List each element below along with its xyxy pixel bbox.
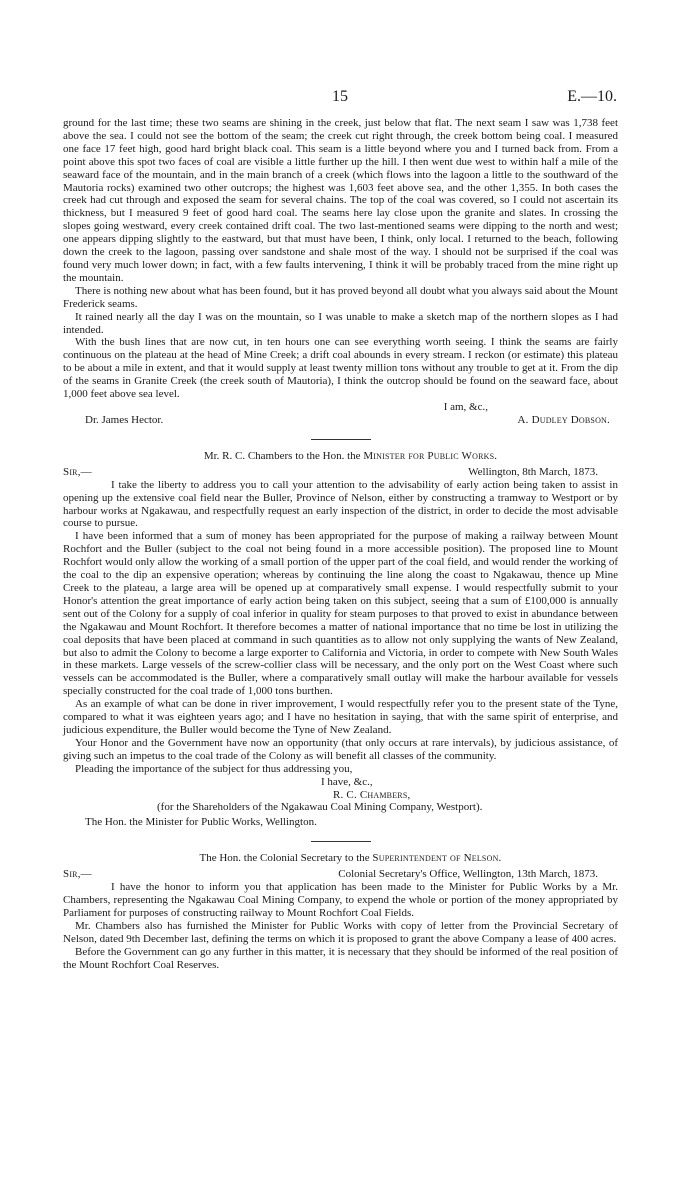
place-date: Colonial Secretary's Office, Wellington, 13th March, 1873.	[338, 868, 598, 881]
heading-to: Minister for Public Works.	[363, 449, 498, 462]
letter-chambers	[63, 450, 618, 829]
paragraph: With the bush lines that are now cut, in ten hours one can see everything worth seeing. I think the seams are fairly continuous on the plateau at the head of Mine Creek; a drift coal abounds in every stream. I reckon (or estimate) this plateau to be about a mile in extent, and that it would supply at least twenty million tons without any trouble to get at it. From the dip of the seams in Granite Creek (the creek south of Mautoria), I think the outcrop should be found on the seaward face, about 1,000 feet above sea level.	[63, 336, 618, 401]
signature: A. Dudley Dobson.	[517, 413, 610, 426]
heading-to: Superintendent of Nelson.	[372, 852, 502, 865]
signature-note: (for the Shareholders of the Ngakawau Coal Mining Company, Westport).	[157, 801, 483, 814]
salutation: Sir,—	[63, 465, 92, 478]
section-divider	[311, 439, 371, 440]
body-text	[63, 117, 618, 971]
addressee: Dr. James Hector.	[85, 413, 164, 426]
paragraph: It rained nearly all the day I was on the mountain, so I was unable to make a sketch map of the northern slopes as I had intended.	[63, 310, 618, 336]
page-code: E.—10.	[567, 88, 617, 105]
addressee: The Hon. the Minister for Public Works, Wellington.	[85, 816, 317, 829]
letter-heading	[63, 852, 618, 865]
paragraph: There is nothing new about what has been found, but it has proved beyond all doubt what you always said about the Mount Frederick seams.	[63, 284, 618, 310]
salutation-row	[63, 868, 618, 881]
paragraph: Before the Government can go any further in this matter, it is necessary that they should be informed of the real position of the Mount Rochfort Coal Reserves.	[63, 945, 618, 971]
place-date: Wellington, 8th March, 1873.	[468, 465, 598, 478]
paragraph: Your Honor and the Government have now an opportunity (that only occurs at rare intervals), by judicious assistance, of giving such an impetus to the coal trade of the Colony as will benefit all classes of the community.	[63, 736, 618, 762]
letter-dobson	[63, 117, 618, 427]
page-number: 15	[332, 88, 348, 105]
paragraph: I have been informed that a sum of money has been appropriated for the purpose of making a railway between Mount Rochfort and the Buller (subject to the coal not being found in a more accessible position). The proposed line to Mount Rochfort would only allow the working of a small portion of the upper part of the coal field, and would render the working of the coal to the dip an expensive operation; whereas by continuing the line along the coast to Ngakawau, thence up Mine Creek to the plateau, a large area will be opened up at comparatively small expense. I would respectfully submit to your Honor's attention the great importance of early action being taken on this subject, seeing that a sum of £100,000 is annually sent out of the Colony for a supply of coal inferior in quality for steam purposes to that proved to exist in abundance between the Ngakawau and Mount Rochfort. It therefore becomes a matter of national importance that no time be lost in utilizing the coal deposits that have been placed at command in such quantities as to allow not only supplying the wants of New Zealand, but also to admit the Colony to become a large exporter to California and Victoria, in order to compete with New South Wales in these markets. Large vessels of the screw-collier class will be necessary, and the only port on the West Coast where such vessels can be accommodated is the Buller, where a comparatively small outlay will make the harbour available for vessels specially constructed for the coal trade of 1,000 tons burthen.	[63, 530, 618, 698]
heading-from: The Hon. the Colonial Secretary	[199, 852, 343, 865]
letter-heading	[63, 450, 618, 463]
paragraph: ground for the last time; these two seams are shining in the creek, just below that flat. The next seam I saw was 1,738 feet above the sea. I could not see the bottom of the seam; the creek cut right through, the creek bottom being coal. I measured one face 17 feet high, good hard bright black coal. This seam is a little beyond where you and I turned back from. From a point above this spot two faces of coal are visible a little further up the hill. I then went due west to within half a mile of the seaward face of the mountain, and in the main branch of a creek (which flows into the lagoon a little to the southward of the Mautoria rocks) examined two other outcrops; the highest was 1,603 feet above sea, and the other 1,355. In both cases the creek had cut through and exposed the seam for several chains. The top of the coal was covered, so I could not ascertain its thickness, but I measured 9 feet of good hard coal. The seams here lay close upon the granite and slates. In crossing the slopes going westward, every creek contained drift coal. The two last-mentioned seams were dipping to the north and west; one appears dipping slightly to the eastward, but that must have been, I think, only local. I returned to the beach, following down the creek to the lagoon, passing over sandstone and shale most of the way. I should not be surprised if the coal was found very much lower down; in fact, with a few faults intervening, I think it will be probably traced from the mine right up the mountain.	[63, 117, 618, 284]
salutation: Sir,—	[63, 868, 92, 881]
section-divider	[311, 841, 371, 842]
closing: I am, &c.,	[443, 400, 488, 413]
salutation-row	[63, 466, 618, 479]
paragraph: I have the honor to inform you that application has been made to the Minister for Public Works by a Mr. Chambers, representing the Ngakawau Coal Mining Company, to expend the whole or portion of the money appropriated by Parliament for purposes of constructing railway to Mount Rochfort Coal Fields.	[63, 881, 618, 919]
signature-row	[63, 414, 618, 427]
paragraph: Pleading the importance of the subject for thus addressing you,	[75, 762, 353, 775]
closing: I have, &c.,	[321, 775, 373, 788]
paragraph: As an example of what can be done in river improvement, I would respectfully refer you to the present state of the Tyne, compared to what it was eighteen years ago; and I have no hesitation in saying, that with the same spirit of enterprise, and judicious expenditure, the Buller would become the Tyne of New Zealand.	[63, 698, 618, 736]
paragraph: Mr. Chambers also has furnished the Minister for Public Works with copy of letter from the Provincial Secretary of Nelson, dated 9th December last, defining the terms on which it is proposed to grant the above Company a lease of 400 acres.	[63, 919, 618, 945]
letter-colonial-secretary	[63, 852, 618, 971]
heading-mid: to the	[342, 852, 373, 865]
signature: R. C. Chambers,	[333, 788, 411, 801]
heading-from: Mr. R. C. Chambers	[203, 449, 293, 462]
paragraph: I take the liberty to address you to call your attention to the advisability of early action being taken to assist in opening up the extensive coal field near the Buller, Province of Nelson, either by constructing a tramway to Westport or by harbour works at Ngakawau, and respectfully request an early inspection of the district, in order to decide the most advisable course to pursue.	[63, 478, 618, 530]
heading-mid: to the Hon. the	[292, 449, 364, 462]
